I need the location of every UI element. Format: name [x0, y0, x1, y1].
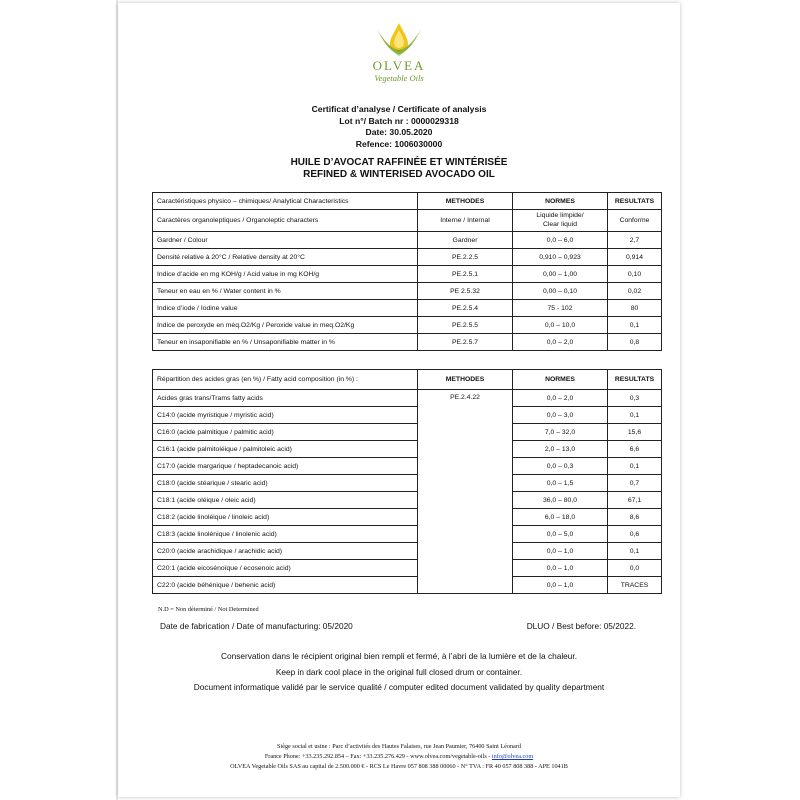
row-norm: 0,0 – 0,3: [513, 458, 608, 475]
table-row: [153, 232, 662, 249]
row-label: C20:1 (acide eicosénoïque / ecosenoic acid): [153, 560, 418, 577]
table-row: [153, 334, 662, 351]
header-methods: METHODES: [418, 370, 513, 390]
row-norm-line-1: Liquide limpide/: [536, 212, 584, 219]
table-row: [153, 283, 662, 300]
header-methods: METHODES: [418, 193, 513, 210]
storage-notes: [118, 649, 680, 696]
table-row: [153, 560, 662, 577]
row-norm: 0,0 – 10,0: [513, 317, 608, 334]
olive-drop-logo-icon: [375, 21, 423, 57]
reference-number: Refence: 1006030000: [355, 138, 443, 149]
header-norms: NORMES: [513, 370, 608, 390]
row-label: C17:0 (acide margarique / heptadecanoic acid): [153, 458, 418, 475]
certificate-header: [118, 104, 680, 150]
row-label: Indice d’acide en mg KOH/g / Acid value in mg KOH/g: [153, 266, 418, 283]
validation-note: Document informatique validé par le service qualité / computer edited document validated by quality department: [193, 682, 605, 693]
row-norm: 0,00 – 1,00: [513, 266, 608, 283]
row-norm: 0,0 – 1,0: [513, 560, 608, 577]
table-row: [153, 509, 662, 526]
row-norm: 0,0 – 1,5: [513, 475, 608, 492]
product-name-en: REFINED & WINTERISED AVOCADO OIL: [303, 168, 495, 180]
row-result: 0,1: [608, 458, 662, 475]
table-row: [153, 390, 662, 407]
row-result: 0,0: [608, 560, 662, 577]
brand-subtitle: Vegetable Oils: [374, 73, 424, 83]
header-results: RESULTATS: [608, 193, 662, 210]
row-result: 0,6: [608, 526, 662, 543]
certificate-title: Certificat d’analyse / Certificate of analysis: [311, 104, 487, 114]
row-label: C16:0 (acide palmitique / palmitic acid): [153, 424, 418, 441]
header-characteristics: Caractéristiques physico – chimiques/ Analytical Characteristics: [153, 193, 418, 210]
row-label: Indice de peroxyde en méq.O2/Kg / Peroxide value in meq.O2/Kg: [153, 317, 418, 334]
table-row: [153, 249, 662, 266]
row-label: C18:2 (acide linoléique / linoleic acid): [153, 509, 418, 526]
row-norm: 6,0 – 18,0: [513, 509, 608, 526]
row-norm: 0,00 – 0,10: [513, 283, 608, 300]
row-method: PE.2.5.4: [418, 300, 513, 317]
row-result: 0,02: [608, 283, 662, 300]
row-method: Interne / Internal: [418, 210, 513, 232]
row-norm-line-2: Clear liquid: [542, 220, 577, 228]
row-norm: 36,0 – 80,0: [513, 492, 608, 509]
table-row: [153, 475, 662, 492]
company-footer: [118, 742, 680, 772]
row-result: 67,1: [608, 492, 662, 509]
footer-phone-fax: France Phone: +33.235.292.854 – Fax: +33.235.276.429 - www.olvea.com/vegetable-oils -: [264, 753, 492, 760]
row-norm: 2,0 – 13,0: [513, 441, 608, 458]
table-row: [153, 492, 662, 509]
best-before-date: DLUO / Best before: 05/2022.: [526, 621, 636, 631]
row-label: C22:0 (acide béhénique / behenic acid): [153, 577, 418, 594]
footer-contact: [118, 752, 680, 762]
row-method: Gardner: [418, 232, 513, 249]
row-result: TRACES: [608, 577, 662, 594]
product-name-fr: HUILE D’AVOCAT RAFFINÉE ET WINTÉRISÉE: [290, 157, 508, 168]
row-label: Gardner / Colour: [153, 232, 418, 249]
table-header-row: [153, 370, 662, 390]
table-row: [153, 526, 662, 543]
row-label: C18:3 (acide linolénique / linolenic acid): [153, 526, 418, 543]
table-row: [153, 577, 662, 594]
table-row: [153, 543, 662, 560]
row-result: 0,1: [608, 407, 662, 424]
batch-number: Lot n°/ Batch nr : 0000029318: [339, 115, 459, 126]
footer-email-link[interactable]: info@olvea.com: [491, 753, 534, 760]
table-header-row: [153, 193, 662, 210]
row-label: Caractères organoleptiques / Organoleptic characters: [153, 210, 418, 232]
row-label: Teneur en eau en % / Water content in %: [153, 283, 418, 300]
table-row: [153, 300, 662, 317]
manufacturing-date: Date de fabrication / Date of manufacturing: 05/2020: [160, 621, 353, 631]
row-result: Conforme: [608, 210, 662, 232]
dates-row: [160, 621, 636, 631]
storage-note-en: Keep in dark cool place in the original full closed drum or container.: [275, 666, 523, 677]
row-label: Indice d’iode / Iodine value: [153, 300, 418, 317]
table-row: [153, 407, 662, 424]
certificate-page: [118, 3, 680, 797]
row-norm: [513, 210, 608, 232]
table-row: [153, 266, 662, 283]
row-label: C14:0 (acide myristique / myristic acid): [153, 407, 418, 424]
row-label: C20:0 (acide arachidique / arachidic acid): [153, 543, 418, 560]
row-result: 0,10: [608, 266, 662, 283]
row-norm: 0,0 – 3,0: [513, 407, 608, 424]
header-results: RESULTATS: [608, 370, 662, 390]
row-norm: 0,0 – 1,0: [513, 543, 608, 560]
fatty-acid-table: [152, 369, 662, 594]
olvea-logo: [118, 21, 680, 83]
row-result: 15,6: [608, 424, 662, 441]
row-result: 80: [608, 300, 662, 317]
nd-note: N.D = Non déterminé / Not Determined: [158, 606, 259, 613]
product-title: [118, 157, 680, 180]
row-norm: 0,0 – 5,0: [513, 526, 608, 543]
row-norm: 75 - 102: [513, 300, 608, 317]
row-method: PE.2.5.7: [418, 334, 513, 351]
table-row: [153, 210, 662, 232]
table-row: [153, 317, 662, 334]
certificate-date: Date: 30.05.2020: [365, 127, 433, 137]
footer-address: Siège social et usine : Parc d’activités des Hautes Falaises, rue Jean Paumier, 76400 Saint Léonard: [277, 743, 521, 750]
row-result: 2,7: [608, 232, 662, 249]
row-norm: 0,0 – 6,0: [513, 232, 608, 249]
row-label: Teneur en insaponifiable en % / Unsaponifiable matter in %: [153, 334, 418, 351]
row-result: 6,6: [608, 441, 662, 458]
row-method: PE 2.5.32: [418, 283, 513, 300]
physico-chemical-table: [152, 192, 662, 351]
row-method: PE.2.2.5: [418, 249, 513, 266]
row-result: 8,6: [608, 509, 662, 526]
row-result: 0,8: [608, 334, 662, 351]
row-method: PE.2.5.5: [418, 317, 513, 334]
footer-legal: OLVEA Vegetable Oils SAS au capital de 2.500.000 € - RCS Le Havre 057 808 388 00060 - N° TVA : FR 40 057 808 388 - APE 1041B: [230, 763, 568, 770]
row-norm: 0,0 – 2,0: [513, 334, 608, 351]
table-row: [153, 424, 662, 441]
row-label: C18:0 (acide stéarique / stearic acid): [153, 475, 418, 492]
table-row: [153, 441, 662, 458]
storage-note-fr: Conservation dans le récipient original bien rempli et fermé, à l’abri de la lumière et de la chaleur.: [220, 651, 578, 661]
row-label: C16:1 (acide palmitoléique / palmitoleic acid): [153, 441, 418, 458]
row-label: Densité relative à 20°C / Relative density at 20°C: [153, 249, 418, 266]
brand-name: OLVEA: [372, 58, 426, 73]
row-result: 0,1: [608, 317, 662, 334]
row-method: PE.2.5.1: [418, 266, 513, 283]
fatty-acid-method: PE.2.4.22: [418, 390, 513, 594]
row-result: 0,1: [608, 543, 662, 560]
table-row: [153, 458, 662, 475]
header-fatty-acid-composition: Répartition des acides gras (en %) / Fatty acid composition (in %) :: [153, 370, 418, 390]
row-result: 0,7: [608, 475, 662, 492]
row-label: Acides gras trans/Trams fatty acids: [153, 390, 418, 407]
row-label: C18:1 (acide oléique / oleic acid): [153, 492, 418, 509]
row-norm: 0,0 – 2,0: [513, 390, 608, 407]
row-result: 0,914: [608, 249, 662, 266]
row-result: 0,3: [608, 390, 662, 407]
row-norm: 0,910 – 0,923: [513, 249, 608, 266]
header-norms: NORMES: [513, 193, 608, 210]
row-norm: 7,0 – 32,0: [513, 424, 608, 441]
row-norm: 0,0 – 1,0: [513, 577, 608, 594]
